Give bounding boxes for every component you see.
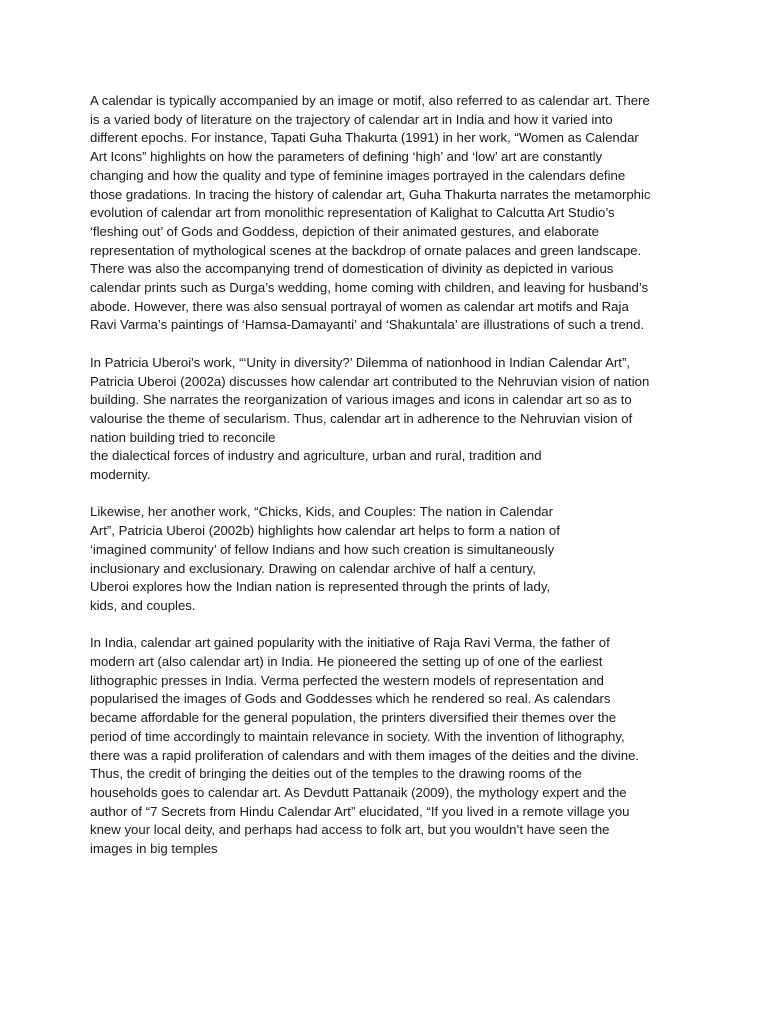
text-line: valourise the theme of secularism. Thus, calendar art in adherence to the Nehruvian vision of [90,410,633,426]
text-line: the dialectical forces of industry and agriculture, urban and rural, tradition and [90,448,542,464]
paragraph-ravi-verma [90,634,690,858]
text-line: A calendar is typically accompanied by an image or motif, also referred to as calendar art. There [90,93,650,108]
text-line: there was a rapid proliferation of calendars and with them images of the deities and the divine. [90,747,640,763]
text-line: images in big temples [90,841,218,857]
text-line: Patricia Uberoi (2002a) discusses how calendar art contributed to the Nehruvian vision of nation [90,373,650,389]
text-line: building. She narrates the reorganization of various images and icons in calendar art so as to [90,392,632,408]
text-line: households goes to calendar art. As Devdutt Pattanaik (2009), the mythology expert and the [90,784,627,800]
text-line: ‘fleshing out’ of Gods and Goddess, depiction of their animated gestures, and elaborate [90,223,600,239]
text-line: Thus, the credit of bringing the deities out of the temples to the drawing rooms of the [90,766,582,782]
text-line: modern art (also calendar art) in India. He pioneered the setting up of one of the earliest [90,654,603,670]
paragraph-uberoi-unity [90,354,690,485]
text-line: inclusionary and exclusionary. Drawing on calendar archive of half a century, [90,560,536,576]
text-line: representation of mythological scenes at the backdrop of ornate palaces and green landscape. [90,242,642,258]
paragraph-uberoi-chicks [90,503,690,615]
document-page [90,92,690,877]
text-line: evolution of calendar art from monolithic representation of Kalighat to Calcutta Art Studio’s [90,205,615,221]
text-line: knew your local deity, and perhaps had access to folk art, but you wouldn’t have seen the [90,822,610,838]
text-line: In Patricia Uberoi's work, “‘Unity in diversity?’ Dilemma of nationhood in Indian Calendar Art”, [90,354,631,370]
text-line: abode. However, there was also sensual portrayal of women as calendar art motifs and Raja [90,298,629,314]
text-line: author of “7 Secrets from Hindu Calendar Art” elucidated, “If you lived in a remote village you [90,803,630,819]
text-line: different epochs. For instance, Tapati Guha Thakurta (1991) in her work, “Women as Calendar [90,130,639,146]
text-line: There was also the accompanying trend of domestication of divinity as depicted in various [90,261,614,277]
text-line: Uberoi explores how the Indian nation is represented through the prints of lady, [90,579,551,595]
text-line: period of time accordingly to maintain relevance in society. With the invention of lithography, [90,728,625,744]
text-line: modernity. [90,467,151,483]
text-line: is a varied body of literature on the trajectory of calendar art in India and how it varied into [90,111,613,127]
text-line: calendar prints such as Durga’s wedding, home coming with children, and leaving for husband’s [90,280,649,296]
text-line: Art”, Patricia Uberoi (2002b) highlights how calendar art helps to form a nation of [90,523,560,539]
text-line: In India, calendar art gained popularity with the initiative of Raja Ravi Verma, the father of [90,635,610,651]
text-line: Likewise, her another work, “Chicks, Kids, and Couples: The nation in Calendar [90,504,554,520]
text-line: Ravi Varma’s paintings of ‘Hamsa-Damayanti’ and ‘Shakuntala’ are illustrations of such a trend. [90,317,645,333]
text-line: kids, and couples. [90,597,196,613]
text-line: lithographic presses in India. Verma perfected the western models of representation and [90,672,604,688]
text-line: became affordable for the general population, the printers diversified their themes over the [90,710,617,726]
text-line: Art Icons” highlights on how the parameters of defining ‘high’ and ‘low’ art are constantly [90,149,603,165]
text-line: ‘imagined community’ of fellow Indians and how such creation is simultaneously [90,541,555,557]
text-line: changing and how the quality and type of feminine images portrayed in the calendars define [90,167,626,183]
text-line: those gradations. In tracing the history of calendar art, Guha Thakurta narrates the metamorphic [90,186,651,202]
paragraph-calendar-art-intro [90,92,690,335]
text-line: nation building tried to reconcile [90,429,276,445]
text-line: popularised the images of Gods and Goddesses which he rendered so real. As calendars [90,691,611,707]
